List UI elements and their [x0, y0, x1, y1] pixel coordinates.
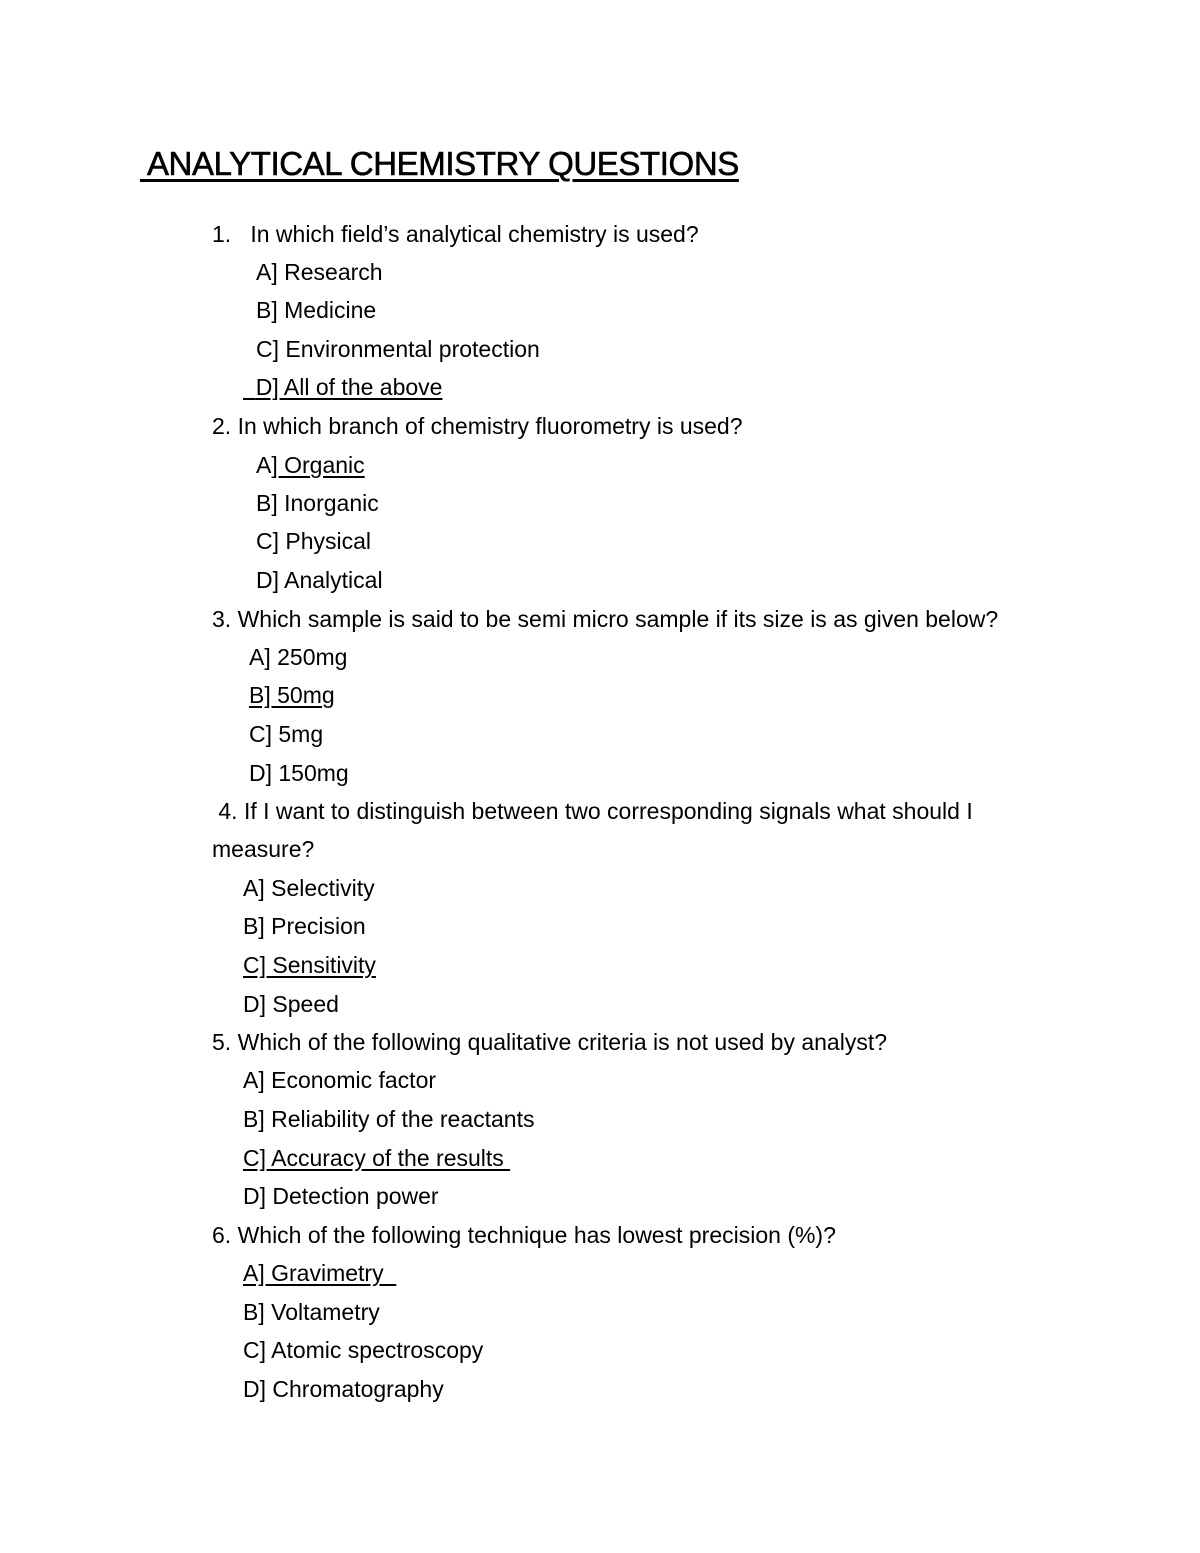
question-2-answer-text: ] Organic: [271, 452, 365, 478]
question-2-option-c: C] Physical: [256, 528, 372, 554]
question-5-option-a: A] Economic factor: [243, 1067, 437, 1093]
question-3-text: 3. Which sample is said to be semi micro sample if its size is as given below?: [212, 606, 999, 632]
question-4-option-b: B] Precision: [243, 913, 366, 939]
question-5-answer: C] Accuracy of the results: [243, 1145, 511, 1171]
question-6-text: 6. Which of the following technique has lowest precision (%)?: [212, 1222, 836, 1248]
question-6-answer: A] Gravimetry: [243, 1260, 397, 1286]
question-1-answer-prefix: [243, 374, 256, 400]
question-5-text: 5. Which of the following qualitative criteria is not used by analyst?: [212, 1029, 888, 1055]
question-2-answer-lead: A: [256, 452, 272, 478]
question-4-option-a: A] Selectivity: [243, 875, 375, 901]
question-4-option-d: D] Speed: [243, 991, 339, 1017]
question-5-option-d: D] Detection power: [243, 1183, 439, 1209]
question-5-option-b: B] Reliability of the reactants: [243, 1106, 535, 1132]
question-6-option-c: C] Atomic spectroscopy: [243, 1337, 484, 1363]
question-1-option-b: B] Medicine: [256, 297, 377, 323]
question-1-answer-text: D] All of the above: [255, 374, 443, 400]
question-6-option-d: D] Chromatography: [243, 1376, 444, 1402]
question-2-answer: [256, 454, 365, 477]
question-3-option-c: C] 5mg: [249, 721, 324, 747]
question-4-text-line1: 4. If I want to distinguish between two corresponding signals what should I: [212, 798, 973, 824]
question-2-option-d: D] Analytical: [256, 567, 383, 593]
question-3-option-d: D] 150mg: [249, 760, 349, 786]
question-1-text: 1. In which field’s analytical chemistry is used?: [212, 221, 699, 247]
question-4-text-line2: measure?: [212, 836, 315, 862]
question-2-option-b: B] Inorganic: [256, 490, 379, 516]
question-1-option-c: C] Environmental protection: [256, 336, 540, 362]
question-4-answer: C] Sensitivity: [243, 952, 376, 978]
question-1-option-a: A] Research: [256, 259, 383, 285]
question-6-option-b: B] Voltametry: [243, 1299, 380, 1325]
question-3-answer: B] 50mg: [249, 682, 335, 708]
question-3-option-a: A] 250mg: [249, 644, 348, 670]
document-title: ANALYTICAL CHEMISTRY QUESTIONS: [140, 145, 739, 182]
question-1-answer: [243, 376, 442, 399]
question-2-text: 2. In which branch of chemistry fluorometry is used?: [212, 413, 743, 439]
